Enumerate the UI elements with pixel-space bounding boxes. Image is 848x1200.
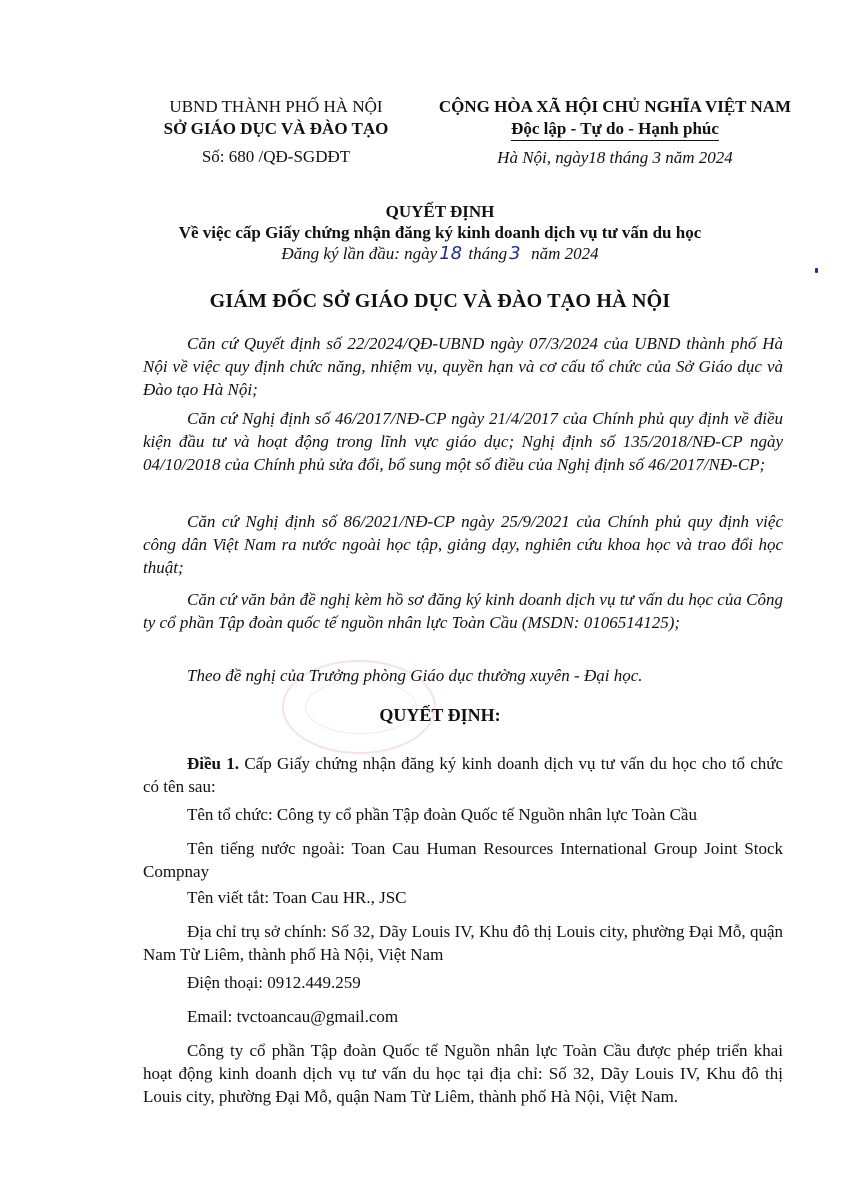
- article-1-text: Cấp Giấy chứng nhận đăng ký kinh doanh dịch vụ tư vấn du học cho tổ chức có tên sau:: [143, 754, 784, 796]
- issuing-agency-block: [146, 96, 406, 168]
- org-name-text: Tên tổ chức: Công ty cổ phần Tập đoàn Quốc tế Nguồn nhân lực Toàn Cầu: [187, 805, 697, 824]
- preamble-paragraph: [143, 588, 783, 634]
- document-number: Số: 680 /QĐ-SGDĐT: [201, 147, 351, 166]
- preamble-paragraph: [143, 332, 783, 401]
- preamble-text: Căn cứ văn bản đề nghị kèm hồ sơ đăng ký kinh doanh dịch vụ tư vấn du học của Công ty cổ phần Tập đoàn quốc tế nguồn nhân lực Toàn Cầu (MSDN: 0106514125);: [143, 590, 783, 632]
- org-name-line: [143, 803, 783, 826]
- national-title-block: [410, 96, 820, 169]
- article-1-paragraph: [143, 752, 783, 798]
- director-title: GIÁM ĐỐC SỞ GIÁO DỤC VÀ ĐÀO TẠO HÀ NỘI: [209, 290, 671, 312]
- preamble-text: Căn cứ Nghị định số 46/2017/NĐ-CP ngày 21/4/2017 của Chính phủ quy định về điều kiện đầu tư và hoạt động trong lĩnh vực giáo dục; Nghị định số 135/2018/NĐ-CP ngày 04/10/2018 của Chính phủ sửa đổi, bổ sung một số điều của Nghị định số 46/2017/NĐ-CP;: [143, 409, 783, 474]
- registration-line: [90, 243, 790, 264]
- org-address-line: [143, 920, 783, 966]
- decision-section-heading: QUYẾT ĐỊNH:: [379, 705, 501, 725]
- agency-name: UBND THÀNH PHỐ HÀ NỘI: [169, 97, 383, 116]
- article-1-label: Điều 1.: [187, 754, 240, 773]
- org-email-line: [143, 1005, 783, 1028]
- issue-date: Hà Nội, ngày18 tháng 3 năm 2024: [497, 148, 733, 167]
- decision-title-block: [90, 201, 790, 264]
- permission-text: Công ty cổ phần Tập đoàn Quốc tế Nguồn nhân lực Toàn Cầu được phép triển khai hoạt động kinh doanh dịch vụ tư vấn du học tại địa chỉ: Số 32, Dãy Louis IV, Khu đô thị Louis city, phường Đại Mỗ, quận Nam Từ Liêm, thành phố Hà Nội, Việt Nam.: [143, 1041, 783, 1106]
- handwritten-month: 3: [509, 243, 521, 264]
- country-name: CỘNG HÒA XÃ HỘI CHỦ NGHĨA VIỆT NAM: [438, 97, 792, 116]
- department-name: SỞ GIÁO DỤC VÀ ĐÀO TẠO: [163, 119, 389, 138]
- org-abbreviation-line: [143, 886, 783, 909]
- org-phone-text: Điện thoại: 0912.449.259: [187, 973, 361, 992]
- handwritten-day: 18: [439, 243, 463, 264]
- preamble-paragraph: [143, 407, 783, 476]
- org-email-text: Email: tvctoancau@gmail.com: [187, 1007, 399, 1026]
- preamble-text: Theo đề nghị của Trưởng phòng Giáo dục thường xuyên - Đại học.: [187, 666, 643, 685]
- org-foreign-name-text: Tên tiếng nước ngoài: Toan Cau Human Resources International Group Joint Stock Compnay: [143, 839, 783, 881]
- preamble-paragraph: [143, 664, 783, 687]
- ink-mark: [815, 268, 818, 273]
- national-motto: Độc lập - Tự do - Hạnh phúc: [511, 118, 719, 141]
- registration-month-label: tháng: [468, 244, 508, 263]
- decision-subject: Về việc cấp Giấy chứng nhận đăng ký kinh doanh dịch vụ tư vấn du học: [178, 223, 702, 242]
- preamble-text: Căn cứ Nghị định số 86/2021/NĐ-CP ngày 25/9/2021 của Chính phủ quy định việc công dân Việt Nam ra nước ngoài học tập, giảng dạy, nghiên cứu khoa học và trao đổi học thuật;: [143, 512, 783, 577]
- permission-paragraph: [143, 1039, 783, 1108]
- org-address-text: Địa chỉ trụ sở chính: Số 32, Dãy Louis IV, Khu đô thị Louis city, phường Đại Mỗ, quận Nam Từ Liêm, thành phố Hà Nội, Việt Nam: [143, 922, 783, 964]
- registration-year: năm 2024: [531, 244, 599, 263]
- org-phone-line: [143, 971, 783, 994]
- decision-heading: QUYẾT ĐỊNH: [385, 202, 495, 221]
- preamble-text: Căn cứ Quyết định số 22/2024/QĐ-UBND ngày 07/3/2024 của UBND thành phố Hà Nội về việc quy định chức năng, nhiệm vụ, quyền hạn và cơ cấu tổ chức của Sở Giáo dục và Đào tạo Hà Nội;: [143, 334, 783, 399]
- org-foreign-name-line: [143, 837, 783, 883]
- preamble-paragraph: [143, 510, 783, 579]
- org-abbreviation-text: Tên viết tắt: Toan Cau HR., JSC: [187, 888, 407, 907]
- registration-prefix: Đăng ký lần đầu: ngày: [281, 244, 438, 263]
